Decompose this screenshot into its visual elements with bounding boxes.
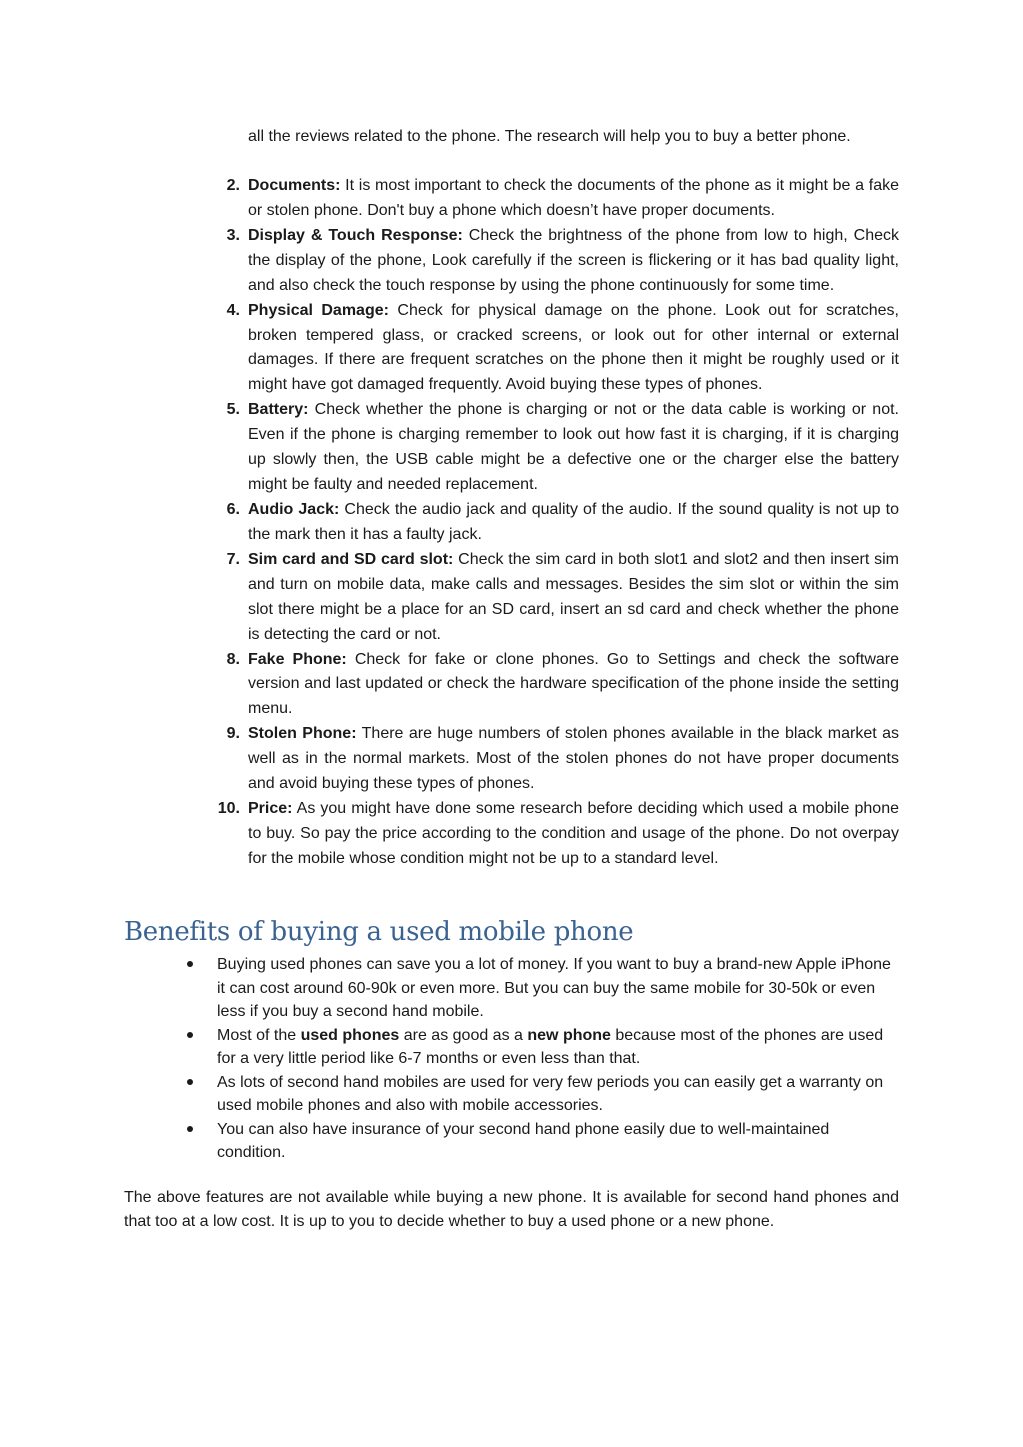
item-number: 3. [226, 226, 240, 244]
item-title: Price: [248, 800, 293, 818]
checklist-item [210, 299, 899, 399]
item-text: Check for physical damage on the phone. Look out for scratches, broken tempered glass, or cracked screens, or look out for other internal or external damages. If there are frequent scratches on the phone then it might be roughly used or it might have got damaged frequently. Avoid buying these types of phones. [248, 301, 899, 394]
list-item-text: because most of the phones are used for a very little period like 6-7 months or even less than that. [217, 1026, 884, 1067]
item-text: As you might have done some research before deciding which used a mobile phone to buy. So pay the price according to the condition and usage of the phone. Do not overpay for the mobile whose condition might not be up to a standard level. [248, 800, 899, 867]
item-number: 5. [226, 401, 240, 419]
item-title: Sim card and SD card slot: [248, 550, 454, 568]
item-text: Check the audio jack and quality of the audio. If the sound quality is not up to the mark then it has a faulty jack. [248, 500, 899, 543]
bullet-icon [187, 1079, 193, 1085]
list-item [180, 953, 899, 1024]
item-title: Stolen Phone: [248, 725, 357, 743]
item-title: Documents: [248, 177, 341, 194]
checklist-item [210, 224, 899, 299]
item-number: 4. [226, 301, 240, 319]
bold-phrase: new phone [527, 1026, 611, 1044]
item-title: Fake Phone: [248, 650, 347, 668]
list-item-text: Buying used phones can save you a lot of money. If you want to buy a brand-new Apple iPhone it can cost around 60-90k or even more. But you can buy the same mobile for 30-50k or even less if you buy a second hand mobile. [217, 956, 891, 1020]
intro-continuation: all the reviews related to the phone. The research will help you to buy a better phone. [248, 128, 851, 145]
list-item [180, 1071, 899, 1118]
item-number: 2. [226, 177, 240, 194]
item-text: Check the sim card in both slot1 and slot2 and then insert sim and turn on mobile data, make calls and messages. Besides the sim slot or within the sim slot there might be a place for an SD card, insert an sd card and check whether the phone is detecting the card or not. [248, 550, 900, 643]
conclusion-paragraph: The above features are not available while buying a new phone. It is available for second hand phones and that too at a low cost. It is up to you to decide whether to buy a used phone or a new phone. [124, 1189, 899, 1230]
checklist-item [210, 722, 899, 797]
checklist [210, 174, 899, 872]
list-item-text: Most of the [217, 1026, 301, 1044]
bullet-icon [187, 1032, 193, 1038]
item-number: 6. [226, 500, 240, 518]
item-title: Physical Damage: [248, 301, 389, 319]
item-text: Check whether the phone is charging or not or the data cable is working or not. Even if the phone is charging remember to look out how fast it is charging, if it is charging up slowly then, the USB cable might be a defective one or the charger else the battery might be faulty and needed replacement. [248, 401, 899, 494]
bullet-icon [187, 961, 193, 967]
benefits-list [180, 953, 899, 1165]
item-number: 8. [226, 650, 240, 668]
item-text: Check for fake or clone phones. Go to Settings and check the software version and last updated or check the hardware specification of the phone inside the setting menu. [248, 650, 900, 718]
checklist-item [210, 797, 899, 872]
item-text: It is most important to check the documents of the phone as it might be a fake or stolen phone. Don't buy a phone which doesn’t have proper documents. [248, 177, 899, 219]
bold-phrase: used phones [300, 1026, 400, 1044]
checklist-item [210, 548, 899, 648]
list-item [180, 1024, 899, 1071]
item-number: 7. [226, 550, 240, 568]
checklist-item [210, 498, 899, 548]
checklist-item [210, 648, 899, 723]
checklist-item [210, 398, 899, 498]
item-number: 9. [226, 725, 240, 743]
item-title: Display & Touch Response: [248, 226, 463, 244]
section-heading: Benefits of buying a used mobile phone [124, 917, 634, 947]
list-item-text: are as good as a [399, 1026, 528, 1044]
item-number: 10. [217, 800, 240, 818]
list-item [180, 1118, 899, 1165]
item-text: There are huge numbers of stolen phones available in the black market as well as in the normal markets. Most of the stolen phones do not have proper documents and avoid buying these types of phones. [248, 725, 899, 793]
checklist-item [210, 174, 899, 224]
list-item-text: As lots of second hand mobiles are used for very few periods you can easily get a warranty on used mobile phones and also with mobile accessories. [217, 1073, 884, 1114]
item-title: Audio Jack: [248, 500, 340, 518]
list-item-text: You can also have insurance of your second hand phone easily due to well-maintained condition. [217, 1120, 830, 1161]
bullet-icon [187, 1126, 193, 1132]
item-text: Check the brightness of the phone from low to high, Check the display of the phone, Look carefully if the screen is flickering or it has bad quality light, and also check the touch response by using the phone continuously for some time. [248, 226, 900, 294]
item-title: Battery: [248, 401, 309, 419]
